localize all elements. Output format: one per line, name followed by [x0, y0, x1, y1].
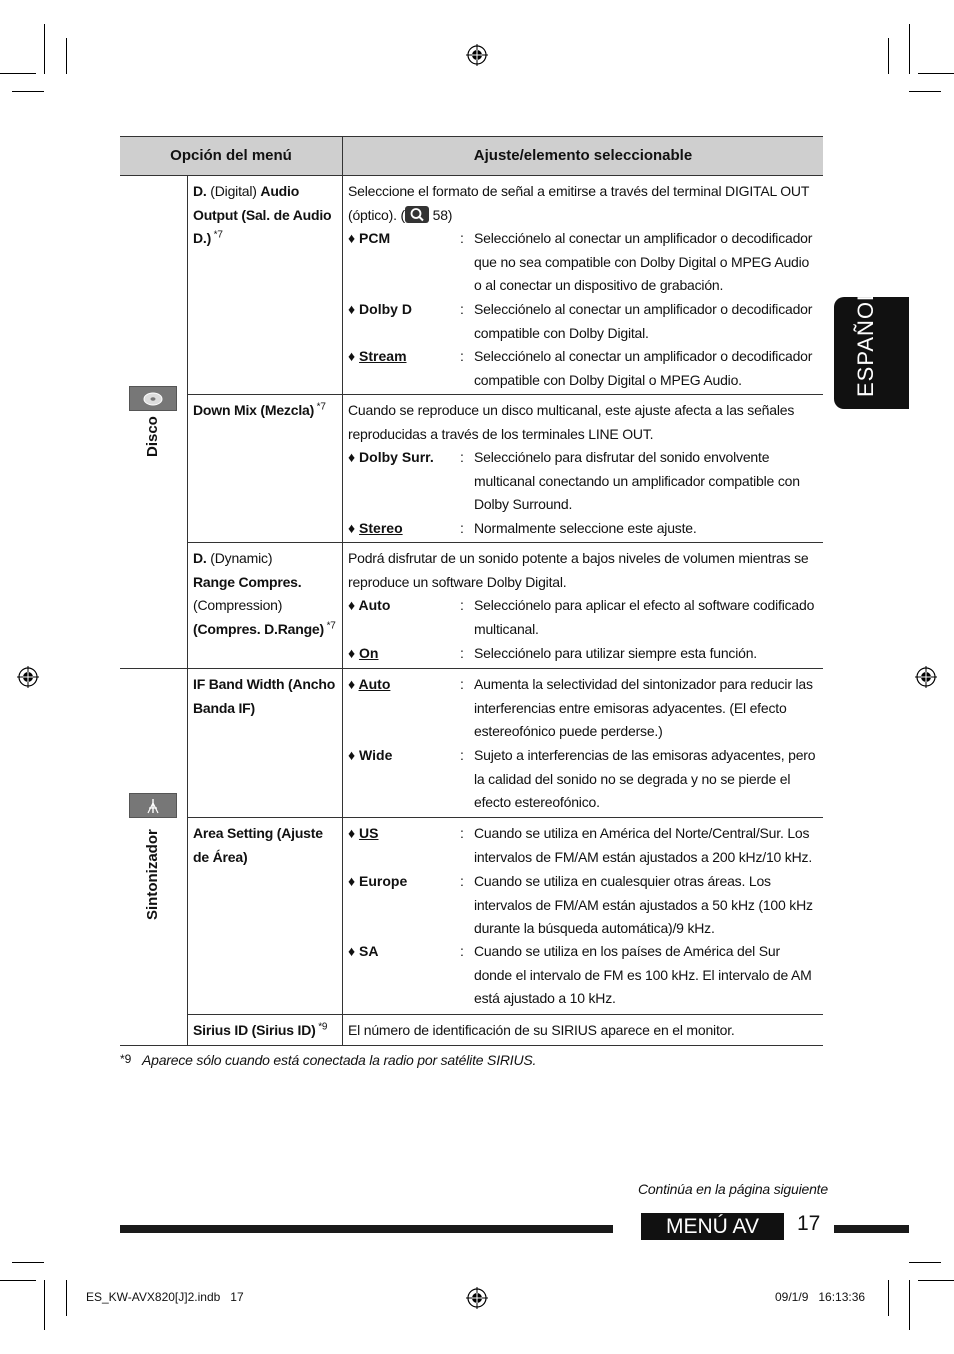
- option-stream-description: Selecciónelo al conectar un amplificador o decodificador compatible con Dolby Digital o MPEG Audio.: [474, 348, 813, 388]
- menu-item-if-band-width: IF Band Width (Ancho Banda IF): [193, 676, 336, 716]
- magnifier-reference-icon: [405, 206, 429, 223]
- option-sa: ♦ SA: [348, 943, 379, 959]
- option-europe: ♦ Europe: [348, 873, 408, 889]
- option-dolby-surr-description: Selecciónelo para disfrutar del sonido envolvente multicanal conectando un amplificador compatible con Dolby Surround.: [474, 449, 800, 512]
- imprint-file: ES_KW-AVX820[J]2.indb 17: [86, 1290, 244, 1304]
- menu-item-area-setting: Area Setting (Ajuste de Área): [193, 825, 323, 865]
- option-pcm: ♦ PCM: [348, 230, 391, 246]
- column-divider: [342, 136, 343, 1046]
- option-on: ♦ On: [348, 645, 379, 661]
- menu-item-down-mix: Down Mix (Mezcla) $^{*7}$: [193, 401, 326, 418]
- crop-mark: [0, 73, 36, 74]
- registration-mark-icon: [466, 44, 488, 66]
- option-auto-compres-description: Selecciónelo para aplicar el efecto al software codificado multicanal.: [474, 597, 815, 637]
- section-label-sintonizador: Sintonizador: [144, 829, 161, 920]
- option-stereo-description: Normalmente seleccione este ajuste.: [474, 520, 697, 536]
- option-stereo: ♦ Stereo: [348, 520, 403, 536]
- option-auto-ifband-description: Aumenta la selectividad del sintonizador para reducir las interferencias entre emisoras adyacentes. (El efecto estereofónico puede perderse.): [474, 676, 813, 739]
- menu-item-digital-audio-output: D. (Digital) Audio Output (Sal. de Audio D.) $^{*7}$: [193, 183, 332, 246]
- option-us-description: Cuando se utiliza en América del Norte/Central/Sur. Los intervalos de FM/AM están ajustados a 200 kHz/10 kHz.: [474, 825, 813, 865]
- row-divider: [187, 1014, 823, 1015]
- crop-mark: [918, 73, 954, 74]
- option-stream: ♦ Stream: [348, 348, 407, 364]
- colon: :: [460, 348, 464, 364]
- option-auto-compres: ♦ Auto: [348, 597, 391, 613]
- crop-mark: [12, 91, 44, 92]
- crop-mark: [909, 24, 910, 74]
- language-tab: [834, 287, 909, 409]
- colon: :: [460, 301, 464, 317]
- crop-mark: [888, 1280, 889, 1316]
- crop-mark: [44, 1280, 45, 1330]
- row-divider: [187, 542, 823, 543]
- menu-item-sirius-id: Sirius ID (Sirius ID) $^{*9}$: [193, 1021, 328, 1038]
- crop-mark: [66, 1280, 67, 1316]
- colon: :: [460, 825, 464, 841]
- crop-mark: [918, 1280, 954, 1281]
- table-border: [120, 136, 823, 137]
- registration-mark-icon: [17, 666, 39, 688]
- crop-mark: [44, 24, 45, 74]
- table-border: [120, 1045, 823, 1046]
- footer-rule: [120, 1225, 613, 1233]
- colon: :: [460, 230, 464, 246]
- header-selectable-setting: Ajuste/elemento seleccionable: [343, 136, 823, 175]
- imprint-date: 09/1/9 16:13:36: [775, 1290, 866, 1304]
- registration-mark-icon: [466, 1287, 488, 1309]
- continue-note: Continúa en la página siguiente: [638, 1181, 828, 1197]
- crop-mark: [909, 1280, 910, 1330]
- option-us: ♦ US: [348, 825, 379, 841]
- crop-mark: [0, 1280, 36, 1281]
- column-divider: [187, 175, 188, 1046]
- option-on-description: Selecciónelo para utilizar siempre esta función.: [474, 645, 757, 661]
- tuner-icon: [129, 793, 177, 818]
- option-auto-ifband: ♦ Auto: [348, 676, 391, 692]
- colon: :: [460, 597, 464, 613]
- colon: :: [460, 943, 464, 959]
- table-border: [120, 175, 823, 176]
- sirius-id-description: El número de identificación de su SIRIUS aparece en el monitor.: [348, 1022, 735, 1038]
- colon: :: [460, 747, 464, 763]
- colon: :: [460, 449, 464, 465]
- range-compres-intro: Podrá disfrutar de un sonido potente a bajos niveles de volumen mientras se reproduce un software Dolby Digital.: [348, 550, 809, 590]
- section-label-disco: Disco: [144, 416, 161, 457]
- option-dolby-d: ♦ Dolby D: [348, 301, 412, 317]
- section-title: MENÚ AV: [666, 1214, 759, 1238]
- disc-icon: [129, 386, 177, 411]
- option-dolby-surr: ♦ Dolby Surr.: [348, 449, 434, 465]
- section-divider: [120, 668, 823, 669]
- crop-mark: [12, 1262, 44, 1263]
- header-menu-option: Opción del menú: [120, 136, 342, 175]
- option-wide: ♦ Wide: [348, 747, 393, 763]
- footnote-text: Aparece sólo cuando está conectada la radio por satélite SIRIUS.: [142, 1052, 537, 1068]
- page-number: 17: [797, 1212, 821, 1235]
- option-pcm-description: Selecciónelo al conectar un amplificador o decodificador que no sea compatible con Dolby Digital o MPEG Audio o al conectar un dispositivo de grabación.: [474, 230, 813, 293]
- footnote-mark: *9: [120, 1052, 132, 1066]
- colon: :: [460, 520, 464, 536]
- colon: :: [460, 873, 464, 889]
- section-title-box: [641, 1213, 784, 1240]
- menu-item-range-compres: D. (Dynamic) Range Compres. (Compression) (Compres. D.Range) $^{*7}$: [193, 550, 336, 637]
- digital-audio-intro: Seleccione el formato de señal a emitirse a través del terminal DIGITAL OUT (óptico). ( 58): [348, 183, 809, 223]
- footer-rule: [834, 1225, 909, 1233]
- row-divider: [187, 394, 823, 395]
- crop-mark: [909, 1262, 941, 1263]
- crop-mark: [66, 38, 67, 74]
- registration-mark-icon: [915, 666, 937, 688]
- down-mix-intro: Cuando se reproduce un disco multicanal, este ajuste afecta a las señales reproducidas a través de los terminales LINE OUT.: [348, 402, 795, 442]
- colon: :: [460, 676, 464, 692]
- crop-mark: [909, 91, 941, 92]
- option-dolby-d-description: Selecciónelo al conectar un amplificador o decodificador compatible con Dolby Digital.: [474, 301, 813, 341]
- colon: :: [460, 645, 464, 661]
- crop-mark: [888, 38, 889, 74]
- option-sa-description: Cuando se utiliza en los países de América del Sur donde el intervalo de FM es 100 kHz. El intervalo de AM está ajustado a 10 kHz.: [474, 943, 812, 1006]
- row-divider: [187, 817, 823, 818]
- option-europe-description: Cuando se utiliza en cualesquier otras áreas. Los intervalos de FM/AM están ajustados a 50 kHz (100 kHz durante la búsqueda automática)/9 kHz.: [474, 873, 813, 936]
- language-tab-label: ESPAÑOL: [853, 287, 878, 397]
- option-wide-description: Sujeto a interferencias de las emisoras adyacentes, pero la calidad del sonido no se degrada y no se pierde el efecto estereofónico.: [474, 747, 816, 810]
